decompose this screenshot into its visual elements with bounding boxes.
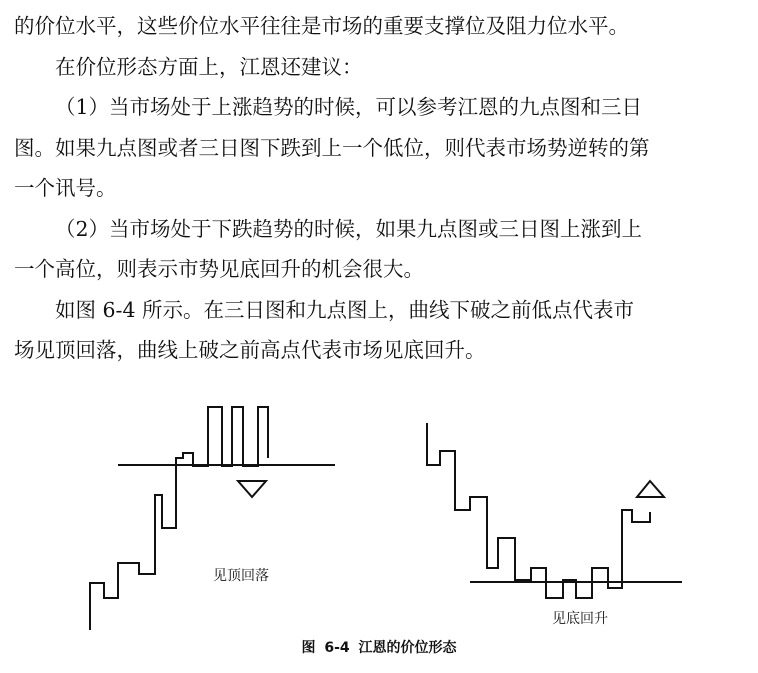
text-line: 在价位形态方面上，江恩还建议： [55, 54, 363, 79]
gann-price-pattern-figure [0, 380, 758, 635]
text-line: （1）当市场处于上涨趋势的时候，可以参考江恩的九点图和三日 [55, 95, 643, 119]
down-arrow-icon [238, 481, 266, 497]
top-reversal-label: 见顶回落 [213, 568, 269, 584]
bottom-pattern-stepline [427, 423, 650, 598]
text-line: （2）当市场处于下跌趋势的时候，如果九点图或三日图上涨到上 [55, 216, 643, 241]
text-line: 如图 6-4 所示。在三日图和九点图上，曲线下破之前低点代表市 [55, 297, 635, 322]
figure-caption: 图 6-4 江恩的价位形态 [301, 640, 457, 656]
paragraph-4 [14, 290, 749, 371]
text-line: 的价位水平，这些价位水平往往是市场的重要支撑位及阻力位水平。 [14, 14, 629, 38]
article-text [14, 6, 749, 371]
text-line: 一个高位，则表示市势见底回升的机会很大。 [14, 257, 424, 281]
paragraph-3 [14, 209, 749, 290]
bottom-reversal-label: 见底回升 [552, 611, 608, 627]
paragraph-2 [14, 87, 749, 209]
text-line: 场见顶回落，曲线上破之前高点代表市场见底回升。 [14, 338, 486, 362]
paragraph-1 [14, 47, 749, 88]
up-arrow-icon [637, 481, 664, 497]
paragraph-0 [14, 6, 749, 47]
text-line: 一个讯号。 [14, 176, 117, 200]
top-pattern-stepline [90, 407, 268, 630]
text-line: 图。如果九点图或者三日图下跌到上一个低位，则代表市场势逆转的第 [14, 135, 650, 160]
